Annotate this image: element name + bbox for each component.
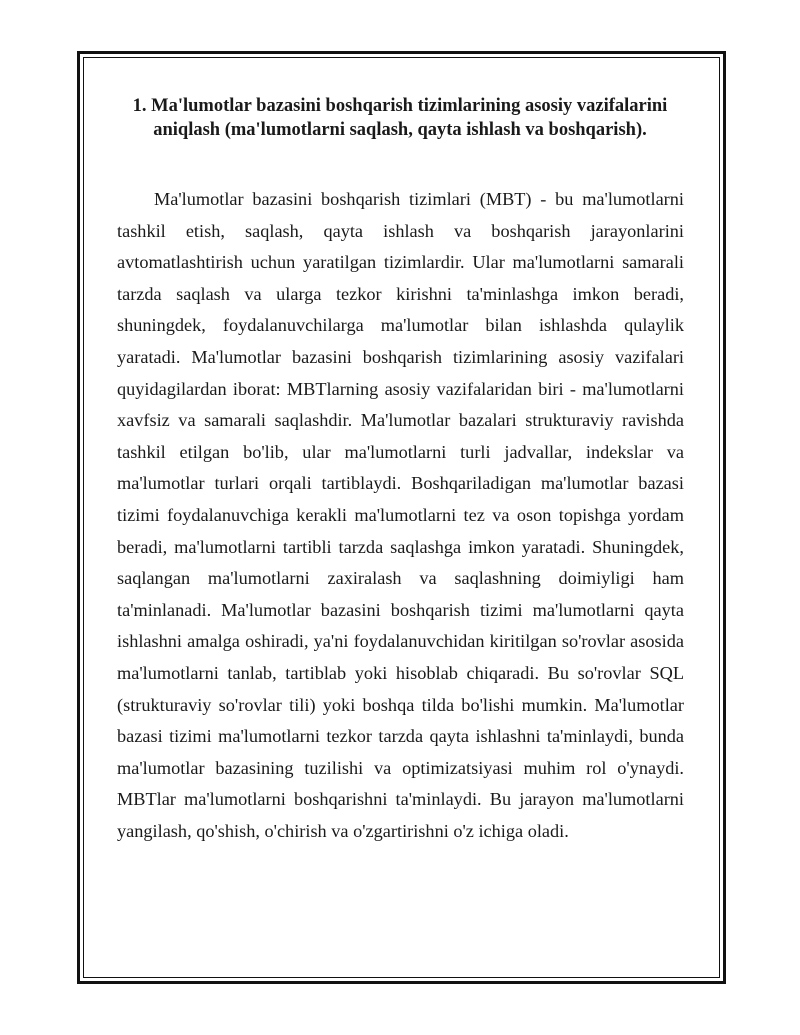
heading-line-2: aniqlash (ma'lumotlarni saqlash, qayta ishlash va boshqarish). <box>153 120 647 140</box>
body-paragraph: Ma'lumotlar bazasini boshqarish tizimlari (MBT) - bu ma'lumotlarni tashkil etish, saqlash, qayta ishlash va boshqarish jarayonlarini avtomatlashtirish uchun yaratilgan tizimlardir. Ular ma'lumotlarni samarali tarzda saqlash va ularga tezkor kirishni ta'minlashga imkon beradi, shuningdek, foydalanuvchilarga ma'lumotlar bilan ishlashda qulaylik yaratadi. Ma'lumotlar bazasini boshqarish tizimlarining asosiy vazifalari quyidagilardan iborat: MBTlarning asosiy vazifalaridan biri - ma'lumotlarni xavfsiz va samarali saqlashdir. Ma'lumotlar bazalari strukturaviy ravishda tashkil etilgan bo'lib, ular ma'lumotlarni turli jadvallar, indekslar va ma'lumotlar turlari orqali tartiblaydi. Boshqariladigan ma'lumotlar bazasi tizimi foydalanuvchiga kerakli ma'lumotlarni tez va oson topishga yordam beradi, ma'lumotlarni tartibli tarzda saqlashga imkon yaratadi. Shuningdek, saqlangan ma'lumotlarni zaxiralash va saqlashning doimiyligi ham ta'minlanadi. Ma'lumotlar bazasini boshqarish tizimi ma'lumotlarni qayta ishlashni amalga oshiradi, ya'ni foydalanuvchidan kiritilgan so'rovlar asosida ma'lumotlarni tanlab, tartiblab yoki hisoblab chiqaradi. Bu so'rovlar SQL (strukturaviy so'rovlar tili) yoki boshqa tilda bo'lishi mumkin. Ma'lumotlar bazasi tizimi ma'lumotlarni tezkor tarzda qayta ishlashni ta'minlaydi, bunda ma'lumotlar bazasining tuzilishi va optimizatsiyasi muhim rol o'ynaydi. MBTlar ma'lumotlarni boshqarishni ta'minlaydi. Bu jarayon ma'lumotlarni yangilash, qo'shish, o'chirish va o'zgartirishni o'z ichiga oladi. <box>117 189 684 841</box>
section-heading <box>120 94 680 142</box>
heading-line-1: 1. Ma'lumotlar bazasini boshqarish tizimlarining asosiy vazifalarini <box>132 96 668 116</box>
